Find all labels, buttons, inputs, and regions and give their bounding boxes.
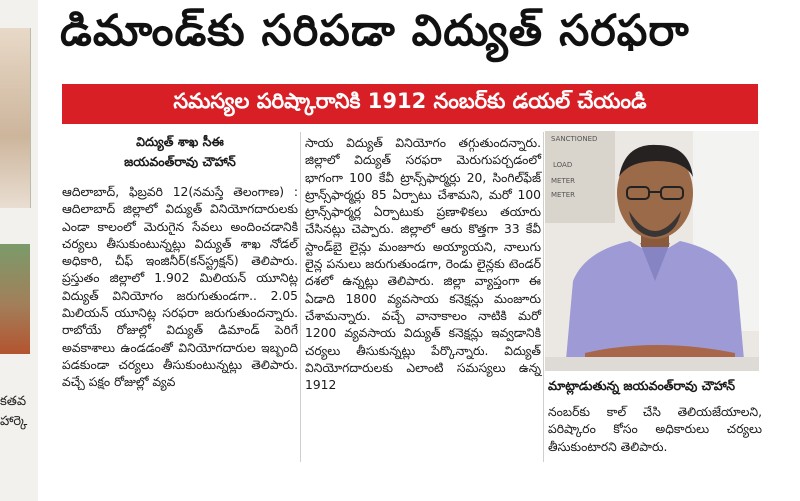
- article-column-1: [62, 184, 298, 392]
- neighbor-photo-top: [0, 28, 31, 208]
- article-text-2: సాయ విద్యుత్‌ వినియోగం తగ్గుతుందన్నారు. జిల్లాలో విద్యుత్‌ సరఫరా మెరుగుపర్చడంలో భాగంగా 100 కేవీ ట్రాన్స్‌ఫార్మర్లు 20, సింగిల్‌ఫేజ్‌ ట్రాన్స్‌ఫార్మర్లు 85 ఏర్పాటు చేశామని, మరో 100 ట్రాన్స్‌ఫార్మర్ల ఏర్పాటుకు ప్రణాళికలు తయారు చేసినట్లు చెప్పారు. జిల్లాలో ఆరు కొత్తగా 33 కేవీ స్టాండ్‌బై లైన్లు మంజూరు అయ్యాయని, నాలుగు లైన్ల పనులు జరుగుతుండగా, రెండు లైన్లకు టెండర్‌ దశలో ఉన్నట్లు తెలిపారు. జిల్లా వ్యాప్తంగా ఈ ఏడాది 1800 వ్యవసాయ కనెక్షన్లు మంజూరు చేశామన్నారు. వచ్చే వానాకాలం నాటికి మరో 1200 వ్యవసాయ విద్యుత్‌ కనెక్షన్లు ఇవ్వడానికి చర్యలు తీసుకున్నట్లు పేర్కొన్నారు. విద్యుత్‌ వినియోగదారులకు ఎలాంటి సమస్యలు ఉన్న 1912: [305, 136, 541, 393]
- headline: డిమాండ్‌కు సరిపడా విద్యుత్‌ సరఫరా: [60, 6, 690, 56]
- neighbor-text-2: హార్కె: [0, 414, 28, 429]
- article-column-3: [548, 404, 762, 456]
- photo-caption: మాట్లాడుతున్న జయవంత్‌రావు చౌహాన్‌: [548, 378, 736, 393]
- byline-name: జయవంత్‌రావు చౌహాన్‌: [124, 154, 236, 169]
- byline: [64, 132, 296, 172]
- byline-title: విద్యుత్‌ శాఖ సీఈ: [136, 134, 224, 149]
- official-photo: [545, 131, 759, 371]
- article-text-3: నంబర్‌కు కాల్‌ చేసి తెలియజేయాలని, పరిష్కారం కోసం అధికారులు చర్యలు తీసుకుంటారని తెలిపారు.: [548, 405, 762, 454]
- photo-sign-4: METER: [551, 191, 576, 199]
- neighbor-photo-bottom: [0, 244, 30, 354]
- article-column-2: [305, 135, 541, 394]
- banner-text: సమస్యల పరిష్కారానికి 1912 నంబర్‌కు డయల్‌ చేయండి: [173, 89, 647, 113]
- photo-sign-1: SANCTIONED: [551, 135, 598, 143]
- article-text-1: ఆదిలాబాద్‌, ఫిబ్రవరి 12(నమస్తే తెలంగాణ) : ఆదిలాబాద్‌ జిల్లాలో విద్యుత్‌ వినియోగదారులకు ఎండా కాలంలో మెరుగైన సేవలు అందించడానికి చర్యలు తీసుకుంటున్నట్లు విద్యుత్‌ శాఖ నోడల్‌ అధికారి, చీఫ్‌ ఇంజినీర్‌(కన్‌స్ట్రక్షన్‌) తెలిపారు. ప్రస్తుతం జిల్లాలో 1.902 మిలియన్‌ యూనిట్ల విద్యుత్‌ వినియోగం జరుగుతుండగా.. 2.05 మిలియన్‌ యూనిట్ల సరఫరా జరుగుతుందన్నారు. రాబోయే రోజుల్లో విద్యుత్‌ డిమాండ్‌ పెరిగే అవకాశాలు ఉండడంతో వినియోగదారుల ఇబ్బంది పడకుండా చర్యలు తీసుకుంటున్నట్లు తెలిపారు. వచ్చే పక్షం రోజుల్లో వ్యవ: [62, 185, 298, 390]
- neighbor-text-1: కతవ: [0, 394, 27, 409]
- photo-sign-3: METER: [551, 177, 576, 185]
- column-divider-2: [543, 132, 544, 462]
- column-divider-1: [300, 132, 301, 462]
- sub-headline-banner: [62, 84, 758, 124]
- photo-sign-2: LOAD: [553, 161, 573, 169]
- left-neighbor-column: [0, 0, 38, 501]
